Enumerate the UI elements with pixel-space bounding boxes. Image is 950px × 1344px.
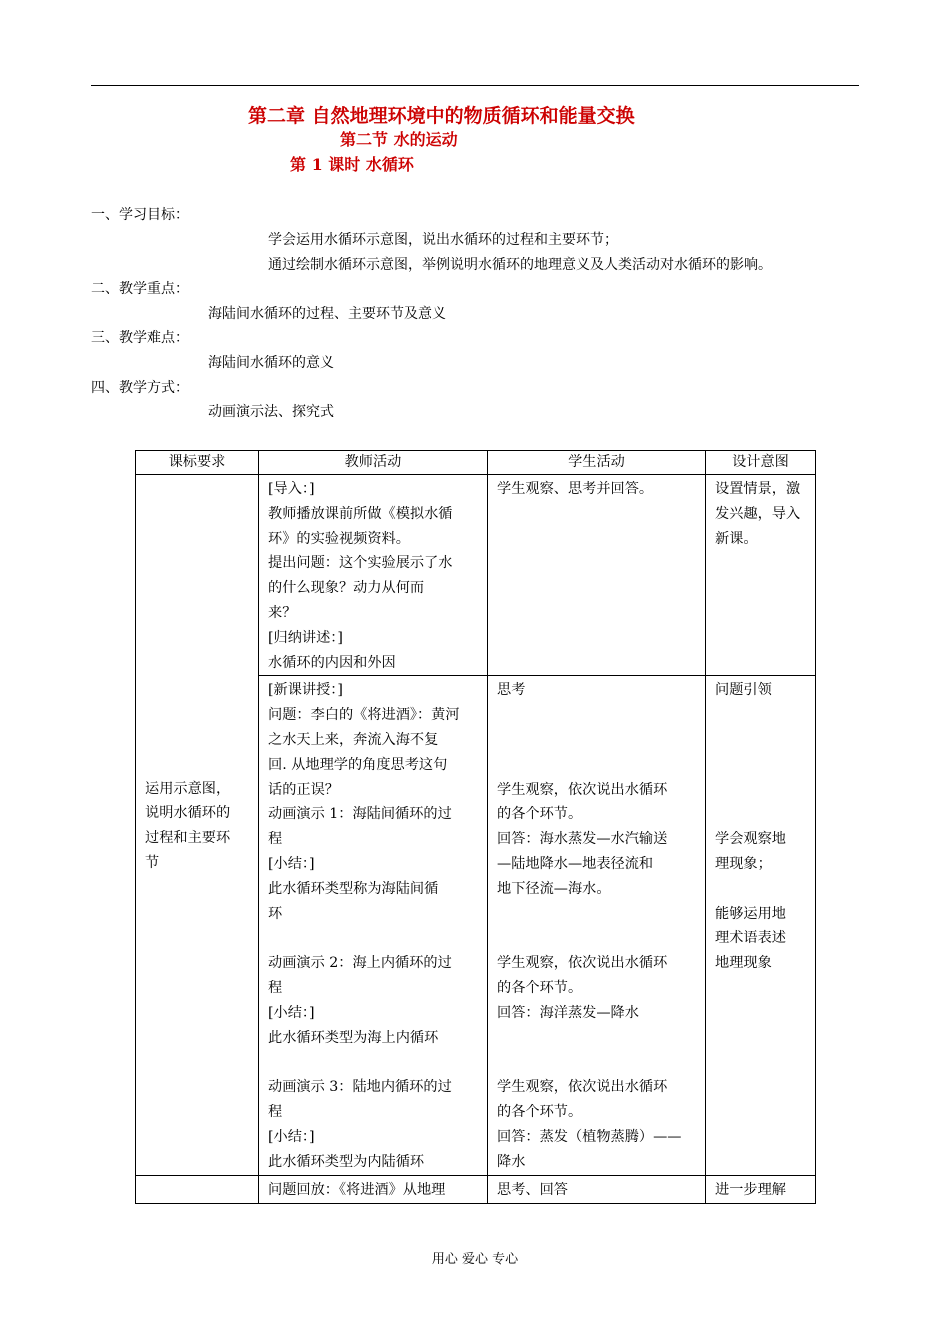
intent-cell-review [706,1176,816,1204]
cell-line: [小结：] [268,1128,315,1145]
cell-line: 进一步理解 [715,1182,786,1199]
requirement-line: 说明水循环的 [145,805,231,822]
cell-line [268,926,479,951]
col-header-requirement: 课标要求 [136,451,259,475]
cell-line: [小结：] [268,1004,315,1021]
cell-line: 的什么现象？动力从何而 [268,580,425,597]
cell-line: 此水循环类型为内陆循环 [268,1153,425,1170]
cell-line: 动画演示 2：海上内循环的过 [268,955,452,972]
cell-line: 能够运用地 [715,905,786,922]
student-cell-lecture [488,676,706,1176]
cell-line: 的各个环节。 [497,979,583,996]
cell-line: 话的正误？ [268,781,339,798]
cell-line: 此水循环类型称为海陆间循 [268,880,439,897]
cell-line: 地理现象 [715,955,772,972]
focus-text: 海陆间水循环的过程、主要环节及意义 [208,306,446,322]
focus-heading: 二、教学重点： [91,281,189,297]
cell-line: 的各个环节。 [497,1103,583,1120]
cell-line: 理现象； [715,855,772,872]
cell-line: 教师播放课前所做《模拟水循 [268,505,453,522]
cell-line [715,728,807,753]
cell-line: 程 [268,831,283,848]
cell-line: 来？ [268,604,297,621]
cell-line: 理术语表述 [715,930,786,947]
student-cell-intro [488,475,706,676]
cell-line [715,778,807,803]
cell-line: 回答：蒸发（植物蒸腾）—— [497,1128,682,1145]
cell-line: 之水天上来，奔流入海不复 [268,731,439,748]
cell-line: 降水 [497,1153,526,1170]
goal-item-1: 学会运用水循环示意图，说出水循环的过程和主要环节； [268,232,618,248]
cell-line: 学生观察，依次说出水循环 [497,1079,668,1096]
cell-line: 学生观察，依次说出水循环 [497,955,668,972]
col-header-intent: 设计意图 [706,451,816,475]
requirement-line: 节 [145,854,160,871]
cell-line: [归纳讲述：] [268,629,343,646]
goal-item-2: 通过绘制水循环示意图，举例说明水循环的地理意义及人类活动对水循环的影响。 [268,257,772,273]
cell-line: 的各个环节。 [497,806,583,823]
cell-line: 环》的实验视频资料。 [268,530,410,547]
cell-line: 程 [268,979,283,996]
cell-line: 环 [268,905,283,922]
section-title: 第二节 水的运动 [340,130,458,149]
cell-line: 提出问题：这个实验展示了水 [268,555,453,572]
cell-line: 程 [268,1103,283,1120]
method-heading: 四、教学方式： [91,380,189,396]
col-header-student: 学生活动 [488,451,706,475]
method-text: 动画演示法、探究式 [208,404,334,420]
cell-line: 动画演示 3：陆地内循环的过 [268,1079,452,1096]
cell-line [715,877,807,902]
cell-line [497,1026,697,1051]
requirement-line: 运用示意图， [145,780,231,797]
cell-line: 思考 [497,682,526,699]
teacher-cell-review [259,1176,488,1204]
cell-line: [新课讲授：] [268,682,343,699]
page-footer: 用心 爱心 专心 [431,1252,519,1267]
cell-line: 学生观察、思考并回答。 [497,481,654,497]
cell-line: 思考、回答 [497,1182,568,1199]
cell-line: [导入：] [268,481,315,497]
cell-line: 水循环的内因和外因 [268,654,396,671]
cell-line: 回答：海洋蒸发—降水 [497,1004,639,1021]
cell-line: 问题引领 [715,682,772,699]
cell-line [268,1050,479,1075]
cell-line [715,802,807,827]
teacher-cell-intro [259,475,488,676]
chapter-title: 第二章 自然地理环境中的物质循环和能量交换 [248,105,635,127]
difficulty-text: 海陆间水循环的意义 [208,355,334,371]
requirement-line: 过程和主要环 [145,830,231,847]
intent-cell-lecture [706,676,816,1176]
teacher-cell-lecture [259,676,488,1176]
requirement-cell-empty [136,1176,259,1204]
goal-heading: 一、学习目标： [91,207,189,223]
requirement-cell [136,475,259,1176]
col-header-teacher: 教师活动 [259,451,488,475]
cell-line: 学生观察，依次说出水循环 [497,781,668,798]
cell-line: 此水循环类型为海上内循环 [268,1029,439,1046]
intent-cell-intro [706,475,816,676]
cell-line [497,753,697,778]
cell-line [497,926,697,951]
student-cell-review [488,1176,706,1204]
cell-line [497,1050,697,1075]
header-rule [91,85,859,86]
cell-line [715,703,807,728]
cell-line: 新课。 [715,530,758,547]
cell-line: 问题：李白的《将进酒》：黄河 [268,707,460,724]
cell-line: 回. 从地理学的角度思考这句 [268,756,448,773]
cell-line [497,728,697,753]
lesson-title: 第 1 课时 水循环 [290,155,414,174]
cell-line: 动画演示 1：海陆间循环的过 [268,806,452,823]
cell-line: 地下径流—海水。 [497,880,611,897]
cell-line: 学会观察地 [715,831,786,848]
lesson-plan-table [135,450,816,1204]
cell-line: 问题回放：《将进酒》从地理 [268,1182,446,1199]
cell-line: 设置情景，激 [715,481,801,497]
cell-line [497,703,697,728]
difficulty-heading: 三、教学难点： [91,330,189,346]
cell-line: 回答：海水蒸发—水汽输送 [497,831,668,848]
cell-line [497,902,697,927]
cell-line [715,753,807,778]
cell-line: 发兴趣，导入 [715,505,801,522]
cell-line: [小结：] [268,855,315,872]
cell-line: —陆地降水—地表径流和 [497,855,654,872]
